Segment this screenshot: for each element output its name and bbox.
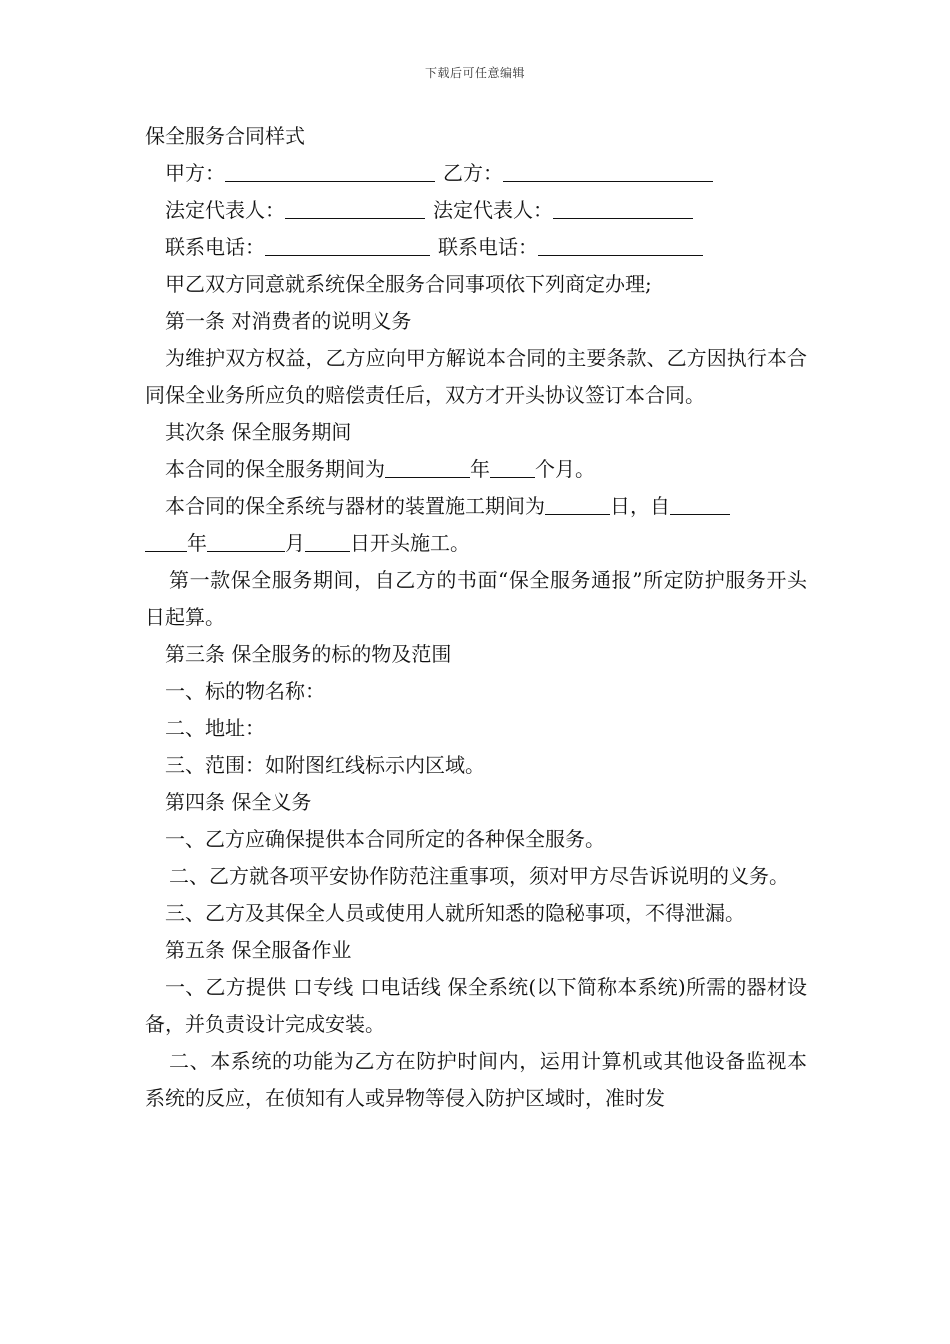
service-period-line <box>145 451 807 488</box>
service-period-prefix: 本合同的保全服务期间为 <box>165 457 385 481</box>
rep-a-blank[interactable] <box>285 196 425 219</box>
install-period-day: 日，自 <box>610 494 670 518</box>
agreement-text: 甲乙双方同意就系统保全服务合同事项依下列商定办理; <box>165 272 652 296</box>
install-date-line <box>145 525 807 562</box>
rep-b-blank[interactable] <box>553 196 693 219</box>
party-b-blank[interactable] <box>503 159 713 182</box>
article-5-item-1: 一、乙方提供 口专线 口电话线 保全系统(以下简称本系统)所需的器材设备，并负责设计完成安装。 <box>145 975 807 1036</box>
article-5-title: 第五条 保全服备作业 <box>165 938 352 962</box>
tel-a-blank[interactable] <box>265 233 430 256</box>
install-date-end: 日开头施工。 <box>350 531 470 555</box>
article-4-item-3: 三、乙方及其保全人员或使用人就所知悉的隐秘事项，不得泄漏。 <box>165 901 745 925</box>
article-4-item-1: 一、乙方应确保提供本合同所定的各种保全服务。 <box>165 827 605 851</box>
article-3-item-2: 二、地址： <box>165 716 265 740</box>
install-day-blank[interactable] <box>305 529 350 552</box>
article-1-text: 为维护双方权益，乙方应向甲方解说本合同的主要条款、乙方因执行本合同保全业务所应负的赔偿责任后，双方才开头协议签订本合同。 <box>145 346 807 407</box>
tel-b-blank[interactable] <box>538 233 703 256</box>
service-period-year: 年 <box>470 457 490 481</box>
party-b-label: 乙方： <box>443 161 503 185</box>
service-years-blank[interactable] <box>385 455 470 478</box>
page-header: 下载后可任意编辑 <box>424 66 525 80</box>
article-2-title: 其次条 保全服务期间 <box>165 420 352 444</box>
article-3-title: 第三条 保全服务的标的物及范围 <box>165 642 452 666</box>
article-4-item-2: 二、乙方就各项平安协作防范注重事项，须对甲方尽告诉说明的义务。 <box>169 864 789 888</box>
install-days-blank[interactable] <box>545 492 610 515</box>
document-title: 保全服务合同样式 <box>145 124 305 148</box>
party-line <box>145 155 807 192</box>
install-start-blank[interactable] <box>670 492 730 515</box>
install-year-blank[interactable] <box>145 529 187 552</box>
party-a-blank[interactable] <box>225 159 435 182</box>
rep-a-label: 法定代表人： <box>165 198 285 222</box>
contract-body <box>145 118 807 1117</box>
install-date-year: 年 <box>187 531 207 555</box>
article-3-item-1: 一、标的物名称： <box>165 679 325 703</box>
party-a-label: 甲方： <box>165 161 225 185</box>
article-3-item-3: 三、范围：如附图红线标示内区域。 <box>165 753 485 777</box>
install-month-blank[interactable] <box>207 529 285 552</box>
article-4-title: 第四条 保全义务 <box>165 790 312 814</box>
phone-line <box>145 229 807 266</box>
article-2-clause-1: 第一款保全服务期间，自乙方的书面“保全服务通报”所定防护服务开头日起算。 <box>145 568 807 629</box>
service-period-month: 个月。 <box>535 457 595 481</box>
install-period-line <box>145 488 807 525</box>
representative-line <box>145 192 807 229</box>
tel-a-label: 联系电话： <box>165 235 265 259</box>
install-date-month: 月 <box>285 531 305 555</box>
article-5-item-2: 二、本系统的功能为乙方在防护时间内，运用计算机或其他设备监视本系统的反应，在侦知有人或异物等侵入防护区域时，准时发 <box>145 1049 807 1110</box>
service-months-blank[interactable] <box>490 455 535 478</box>
tel-b-label: 联系电话： <box>438 235 538 259</box>
article-1-title: 第一条 对消费者的说明义务 <box>165 309 412 333</box>
rep-b-label: 法定代表人： <box>433 198 553 222</box>
install-period-prefix: 本合同的保全系统与器材的装置施工期间为 <box>165 494 545 518</box>
